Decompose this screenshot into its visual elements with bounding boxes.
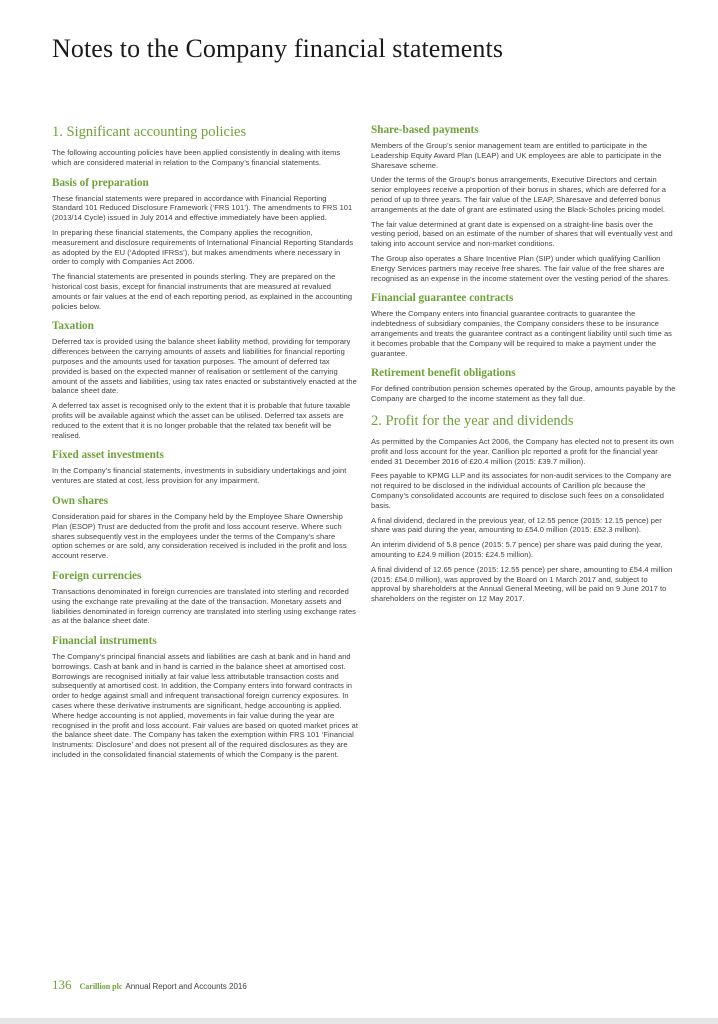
paragraph: These financial statements were prepared in accordance with Financial Reporting Standard 101 Reduced Disclosure Framework (‘FRS 101’). The amendments to FRS 101 (2013/14 Cycle) issued in July 2014 and effective immediately have been applied. bbox=[52, 193, 353, 223]
section-heading-2-profit-for-the-year-and-dividends: 2. Profit for the year and dividends bbox=[371, 412, 574, 429]
paragraph: Deferred tax is provided using the balance sheet liability method, providing for temporary differences between the carrying amounts of assets and liabilities for financial reporting purposes and the amounts used for taxation purposes. The amount of deferred tax provided is based on the expected manner of realisation or settlement of the carrying amount of the assets and liabilities, using tax rates enacted or substantively enacted at the balance sheet date. bbox=[52, 337, 357, 396]
paragraph: The fair value determined at grant date is expensed on a straight-line basis over the vesting period, based on an estimate of the number of shares that will eventually vest and taking into account service and non-market conditions. bbox=[371, 219, 673, 249]
paragraph: The Group also operates a Share Incentive Plan (SIP) under which qualifying Carillion Energy Services partners may receive free shares. The fair value of the free shares are recognised as an expense in the income statement over the vesting period of the shares. bbox=[371, 253, 671, 283]
left-column bbox=[52, 124, 358, 765]
subsection-heading-basis-of-preparation: Basis of preparation bbox=[52, 176, 149, 189]
bottom-strip bbox=[0, 1018, 718, 1024]
report-title: Annual Report and Accounts 2016 bbox=[125, 982, 247, 991]
page-number: 136 bbox=[52, 977, 72, 992]
subsection-heading-own-shares: Own shares bbox=[52, 494, 109, 507]
page-title: Notes to the Company financial statements bbox=[52, 34, 504, 63]
paragraph: For defined contribution pension schemes operated by the Group, amounts payable by the Company are charged to the income statement as they fall due. bbox=[371, 384, 676, 404]
subsection-heading-foreign-currencies: Foreign currencies bbox=[52, 569, 142, 582]
paragraph: In the Company’s financial statements, investments in subsidiary undertakings and joint ventures are stated at cost, less provision for any impairment. bbox=[52, 466, 347, 486]
paragraph: The following accounting policies have been applied consistently in dealing with items which are considered material in relation to the Company’s financial statements. bbox=[52, 148, 341, 167]
paragraph: Members of the Group’s senior management team are entitled to participate in the Leadership Equity Award Plan (LEAP) and UK employees are able to participate in the Sharesave scheme. bbox=[371, 141, 662, 170]
paragraph: A final dividend of 12.65 pence (2015: 12.55 pence) per share, amounting to £54.4 million (2015: £54.0 million), was approved by the Board on 1 March 2017 and, subject to approval by shareholders at the Annual General Meeting, will be paid on 9 June 2017 to shareholders on the register on 12 May 2017. bbox=[371, 564, 673, 604]
subsection-heading-taxation: Taxation bbox=[52, 320, 94, 333]
subsection-heading-financial-instruments: Financial instruments bbox=[52, 635, 157, 648]
paragraph: Where the Company enters into financial guarantee contracts to guarantee the indebtedness of subsidiary companies, the Company considers these to be insurance arrangements and treats the guarantee contract as a contingent liability until such time as it becomes probable that the Company will be required to make a payment under the guarantee. bbox=[371, 309, 672, 358]
paragraph: As permitted by the Companies Act 2006, the Company has elected not to present its own profit and loss account for the year. Carillion plc reported a profit for the financial year ended 31 December 2016 of £20.4 million (2015: £39.7 million). bbox=[371, 436, 674, 466]
paragraph: A deferred tax asset is recognised only to the extent that it is probable that future taxable profits will be available against which the asset can be utilised. Deferred tax assets are reduced to the extent that it is no longer probable that the related tax benefit will be realised. bbox=[52, 401, 351, 440]
right-column bbox=[371, 124, 677, 609]
page-footer bbox=[52, 977, 247, 993]
subsection-heading-financial-guarantee-contracts: Financial guarantee contracts bbox=[371, 292, 514, 305]
paragraph: A final dividend, declared in the previous year, of 12.55 pence (2015: 12.15 pence) per share was paid during the year, amounting to £54.0 million (2015: £52.3 million). bbox=[371, 515, 662, 535]
paragraph: Under the terms of the Group’s bonus arrangements, Executive Directors and certain senior employees receive a proportion of their bonus in shares, which are deferred for a period of up to three years. The fair value of the LEAP, Sharesave and deferred bonus arrangements at the date of grant are estimated using the Black-Scholes pricing model. bbox=[371, 175, 666, 214]
paragraph: The financial statements are presented in pounds sterling. They are prepared on the historical cost basis, except for financial instruments that are measured at revalued amounts or fair values at the end of each reporting period, as explained in the accounting policies below. bbox=[52, 272, 353, 311]
paragraph: Fees payable to KPMG LLP and its associates for non-audit services to the Company are not required to be disclosed in the individual accounts of Carillion plc because the Company’s consolidated accounts are required to disclose such fees on a consolidated basis. bbox=[371, 471, 672, 510]
subsection-heading-share-based-payments: Share-based payments bbox=[371, 124, 479, 136]
paragraph: An interim dividend of 5.8 pence (2015: 5.7 pence) per share was paid during the year, amounting to £24.9 million (2015: £24.5 million). bbox=[371, 540, 663, 559]
section-heading-1-significant-accounting-policies: 1. Significant accounting policies bbox=[52, 124, 247, 140]
paragraph: In preparing these financial statements, the Company applies the recognition, measurement and disclosure requirements of International Financial Reporting Standards as adopted by the EU (‘Adopted IFRSs’), but makes amendments where necessary in order to comply with Companies Act 2006. bbox=[52, 227, 354, 267]
brand-name: Carillion plc bbox=[79, 982, 123, 991]
subsection-heading-retirement-benefit-obligations: Retirement benefit obligations bbox=[371, 367, 516, 380]
paragraph: Transactions denominated in foreign currencies are translated into sterling and recorded using the exchange rate prevailing at the date of the transaction. Monetary assets and liabilities denominated in foreign currency are translated into sterling using exchange rates as at the balance sheet date. bbox=[52, 586, 356, 626]
paragraph: Consideration paid for shares in the Company held by the Employee Share Ownership Plan (ESOP) Trust are deducted from the profit and loss account reserve. Where such shares subsequently vest in the employees under the terms of the Company’s share option schemes or are sold, any consideration received is included in the profit and loss account reserve. bbox=[52, 511, 347, 561]
subsection-heading-fixed-asset-investments: Fixed asset investments bbox=[52, 449, 164, 462]
paragraph: The Company’s principal financial assets and liabilities are cash at bank and in hand and borrowings. Cash at bank and in hand is carried in the balance sheet at amortised cost. Borrowings are recognised initially at fair value less attributable transaction costs and subsequently at amortised cost. In addition, the Company enters into forward contracts in order to hedge against small and infrequent transactional foreign currency exposures. In cases where these derivative instruments are significant, hedge accounting is applied. Where hedge accounting is not applied, movements in fair value during the year are recognised in the profit and loss account. Fair values are based on quoted market prices at the balance sheet date. The Company has taken the exemption within FRS 101 ‘Financial Instruments: Disclosure’ and does not present all of the required disclosures as they are included in the consolidated financial statements of which the Company is the parent. bbox=[52, 652, 358, 760]
